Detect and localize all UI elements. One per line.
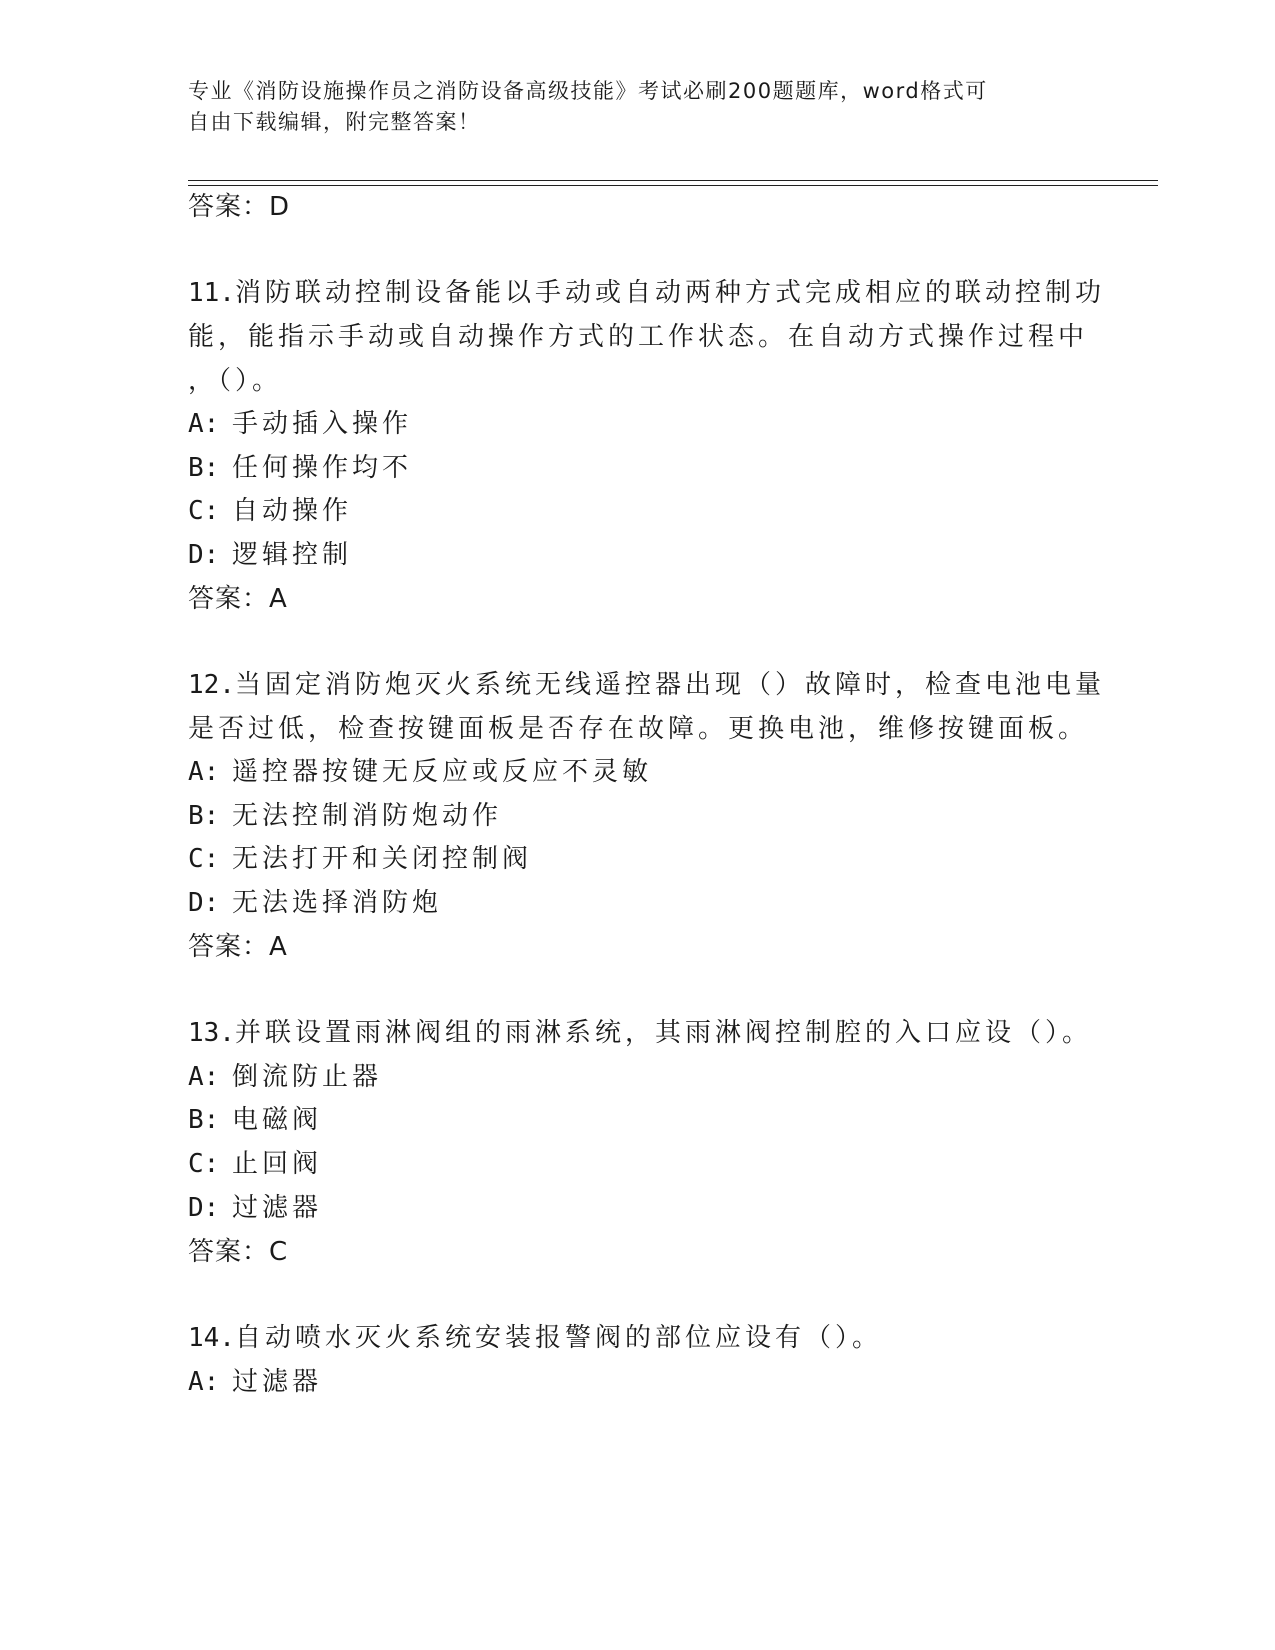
answer-13: 答案：C bbox=[188, 1237, 289, 1267]
question-12-line-1 bbox=[188, 664, 1105, 701]
option-d bbox=[188, 1187, 322, 1224]
option-key: A: bbox=[188, 409, 220, 439]
question-text: 当固定消防炮灭火系统无线遥控器出现（）故障时，检查电池电量 bbox=[234, 670, 1105, 700]
option-text: 无法选择消防炮 bbox=[232, 888, 443, 918]
option-key: C: bbox=[188, 496, 220, 526]
option-b bbox=[188, 447, 412, 484]
question-text: 自动喷水灭火系统安装报警阀的部位应设有（）。 bbox=[234, 1323, 882, 1353]
question-11-line-1 bbox=[188, 272, 1105, 309]
question-number: 13. bbox=[188, 1018, 235, 1048]
option-key: A: bbox=[188, 1062, 220, 1092]
option-text: 无法控制消防炮动作 bbox=[232, 801, 503, 831]
option-c bbox=[188, 490, 352, 527]
option-key: B: bbox=[188, 801, 220, 831]
question-text: 并联设置雨淋阀组的雨淋系统，其雨淋阀控制腔的入口应设（）。 bbox=[234, 1018, 1092, 1048]
option-d bbox=[188, 534, 352, 571]
option-a bbox=[188, 751, 652, 788]
question-13-line-1 bbox=[188, 1012, 1092, 1049]
option-text: 电磁阀 bbox=[232, 1105, 323, 1135]
previous-answer: 答案：D bbox=[188, 192, 291, 222]
option-key: C: bbox=[188, 1149, 220, 1179]
option-a bbox=[188, 403, 412, 440]
option-a bbox=[188, 1361, 322, 1398]
option-c bbox=[188, 1143, 322, 1180]
question-number: 14. bbox=[188, 1323, 235, 1353]
option-text: 倒流防止器 bbox=[232, 1062, 383, 1092]
option-text: 手动插入操作 bbox=[232, 409, 413, 439]
answer-11: 答案：A bbox=[188, 584, 288, 614]
question-number: 11. bbox=[188, 278, 235, 308]
question-11-line-2: 能，能指示手动或自动操作方式的工作状态。在自动方式操作过程中 bbox=[188, 322, 1089, 352]
option-text: 无法打开和关闭控制阀 bbox=[232, 844, 533, 874]
header-divider-bottom bbox=[188, 185, 1158, 186]
option-key: A: bbox=[188, 757, 220, 787]
option-text: 任何操作均不 bbox=[232, 453, 413, 483]
answer-12: 答案：A bbox=[188, 932, 288, 962]
question-number: 12. bbox=[188, 670, 235, 700]
option-b bbox=[188, 1099, 322, 1136]
option-key: B: bbox=[188, 453, 220, 483]
question-11-line-3: ，（）。 bbox=[188, 366, 283, 396]
option-text: 止回阀 bbox=[232, 1149, 323, 1179]
header-divider-top bbox=[188, 180, 1158, 181]
header-line-2: 自由下载编辑，附完整答案！ bbox=[188, 110, 481, 134]
header-line-1: 专业《消防设施操作员之消防设备高级技能》考试必刷200题题库，word格式可 bbox=[188, 79, 988, 103]
option-key: D: bbox=[188, 1193, 220, 1223]
option-text: 逻辑控制 bbox=[232, 540, 353, 570]
option-b bbox=[188, 795, 502, 832]
option-d bbox=[188, 882, 442, 919]
option-key: D: bbox=[188, 540, 220, 570]
question-12-line-2: 是否过低，检查按键面板是否存在故障。更换电池，维修按键面板。 bbox=[188, 714, 1089, 744]
question-text: 消防联动控制设备能以手动或自动两种方式完成相应的联动控制功 bbox=[234, 278, 1105, 308]
option-text: 自动操作 bbox=[232, 496, 353, 526]
option-text: 过滤器 bbox=[232, 1193, 323, 1223]
question-14-line-1 bbox=[188, 1317, 882, 1354]
option-key: A: bbox=[188, 1367, 220, 1397]
option-text: 过滤器 bbox=[232, 1367, 323, 1397]
option-key: D: bbox=[188, 888, 220, 918]
option-a bbox=[188, 1056, 382, 1093]
option-c bbox=[188, 838, 532, 875]
option-key: C: bbox=[188, 844, 220, 874]
option-text: 遥控器按键无反应或反应不灵敏 bbox=[232, 757, 653, 787]
document-header bbox=[188, 76, 1068, 138]
option-key: B: bbox=[188, 1105, 220, 1135]
